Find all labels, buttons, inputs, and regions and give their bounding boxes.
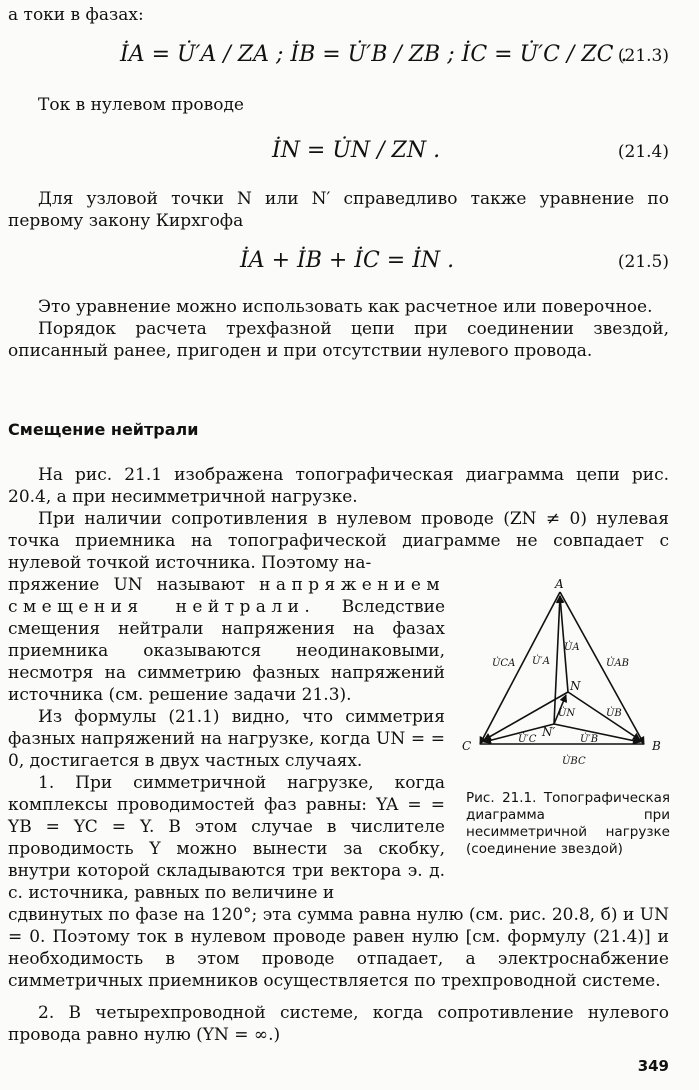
figure-caption: Рис. 21.1. Топографическая диаграмма при несимметричной нагрузке (соединение звездой)	[466, 790, 670, 857]
paragraph-check: Это уравнение можно использовать как расчетное или поверочное.	[38, 297, 653, 317]
paragraph-case-1-cont: сдвинутых по фазе на 120°; эта сумма равна нулю (см. рис. 20.8, б) и UN = 0. Поэтому ток в нулевом проводе равен нулю [см. формулу (21.4)] и необходимость в этом проводе отпадает, а электроснабжение симметричных приемников осуществляется по трехпроводной системе.	[8, 905, 669, 991]
label-b: B	[652, 739, 661, 753]
kirchhoff-text: Для узловой точки N или N′ справедливо также уравнение по первому закону Кирхгофа	[8, 189, 669, 231]
paragraph-case-1: 1. При симметричной нагрузке, когда комплексы проводимостей фаз равны: YA = = YB = YC = Y. В этом случае в числителе проводимость Y можно вынести за скобку, внутри которой складываются три вектора э. д. с. источника, равных по величине и	[8, 773, 445, 903]
text-run: Вследствие смещения нейтрали напряжения на фазах приемника оказываются неодинаковыми, несмотря на симметрию фазных напряжений источника (см. решение задачи 21.3).	[8, 597, 446, 705]
emphasis-text: напряжением смещения нейтрали.	[8, 575, 445, 617]
label-c: C	[462, 739, 472, 753]
label-u-b-prime: U̇′B	[580, 734, 599, 745]
label-u-a: U̇A	[564, 642, 580, 653]
vector-u-c	[484, 692, 568, 740]
label-u-bc: U̇BC	[562, 756, 586, 767]
equation-number: (21.5)	[617, 252, 669, 272]
topographic-diagram	[458, 574, 688, 780]
label-u-ab: U̇AB	[606, 658, 629, 669]
label-u-ca: U̇CA	[492, 658, 516, 669]
equation-expr: İA + İB + İC = İN .	[240, 248, 455, 273]
equation-number: (21.3)	[617, 46, 669, 66]
paragraph-case-2: 2. В четырехпроводной системе, когда сопротивление нулевого провода равно нулю (YN = ∞.)	[8, 1003, 669, 1045]
vector-u-ab	[560, 592, 644, 744]
equation-21-5	[0, 248, 699, 284]
text-run: пряжение UN называют	[8, 575, 245, 595]
equation-21-4	[0, 138, 699, 174]
label-u-c-prime: U̇′C	[518, 734, 537, 745]
label-u-n: U̇N	[558, 708, 576, 719]
label-n: N	[570, 679, 581, 693]
equation-expr: İN = U̇N / ZN .	[272, 138, 441, 163]
paragraph-order: Порядок расчета трехфазной цепи при соединении звездой, описанный ранее, пригоден и при отсутствии нулевого провода.	[8, 319, 669, 361]
paragraph-formula: Из формулы (21.1) видно, что симметрия фазных напряжений на нагрузке, когда UN = = 0, достигается в двух частных случаях.	[8, 707, 445, 771]
paragraph-figure-intro: На рис. 21.1 изображена топографическая диаграмма цепи рис. 20.4, а при несимметричной нагрузке.	[8, 465, 669, 507]
label-u-b: U̇B	[606, 708, 622, 719]
paragraph-shift-2	[8, 574, 445, 706]
equation-number: (21.4)	[617, 142, 669, 162]
page-number: 349	[637, 1057, 669, 1075]
neutral-current-text: Ток в нулевом проводе	[38, 95, 244, 115]
equation-expr: İA = U̇′A / ZA ; İB = U̇′B / ZB ; İC = U̇′C / ZC .	[120, 42, 628, 67]
label-a: A	[555, 577, 564, 591]
label-n-prime: N′	[542, 725, 556, 739]
intro-text: а токи в фазах:	[8, 5, 144, 25]
section-heading: Смещение нейтрали	[8, 420, 199, 439]
vector-u-a-prime	[554, 596, 560, 724]
equation-21-3	[0, 42, 699, 78]
label-u-a-prime: U̇′A	[532, 656, 550, 667]
paragraph-shift-1: При наличии сопротивления в нулевом проводе (ZN ≠ 0) нулевая точка приемника на топографической диаграмме не совпадает с нулевой точкой источника. Поэтому на-	[8, 509, 669, 573]
